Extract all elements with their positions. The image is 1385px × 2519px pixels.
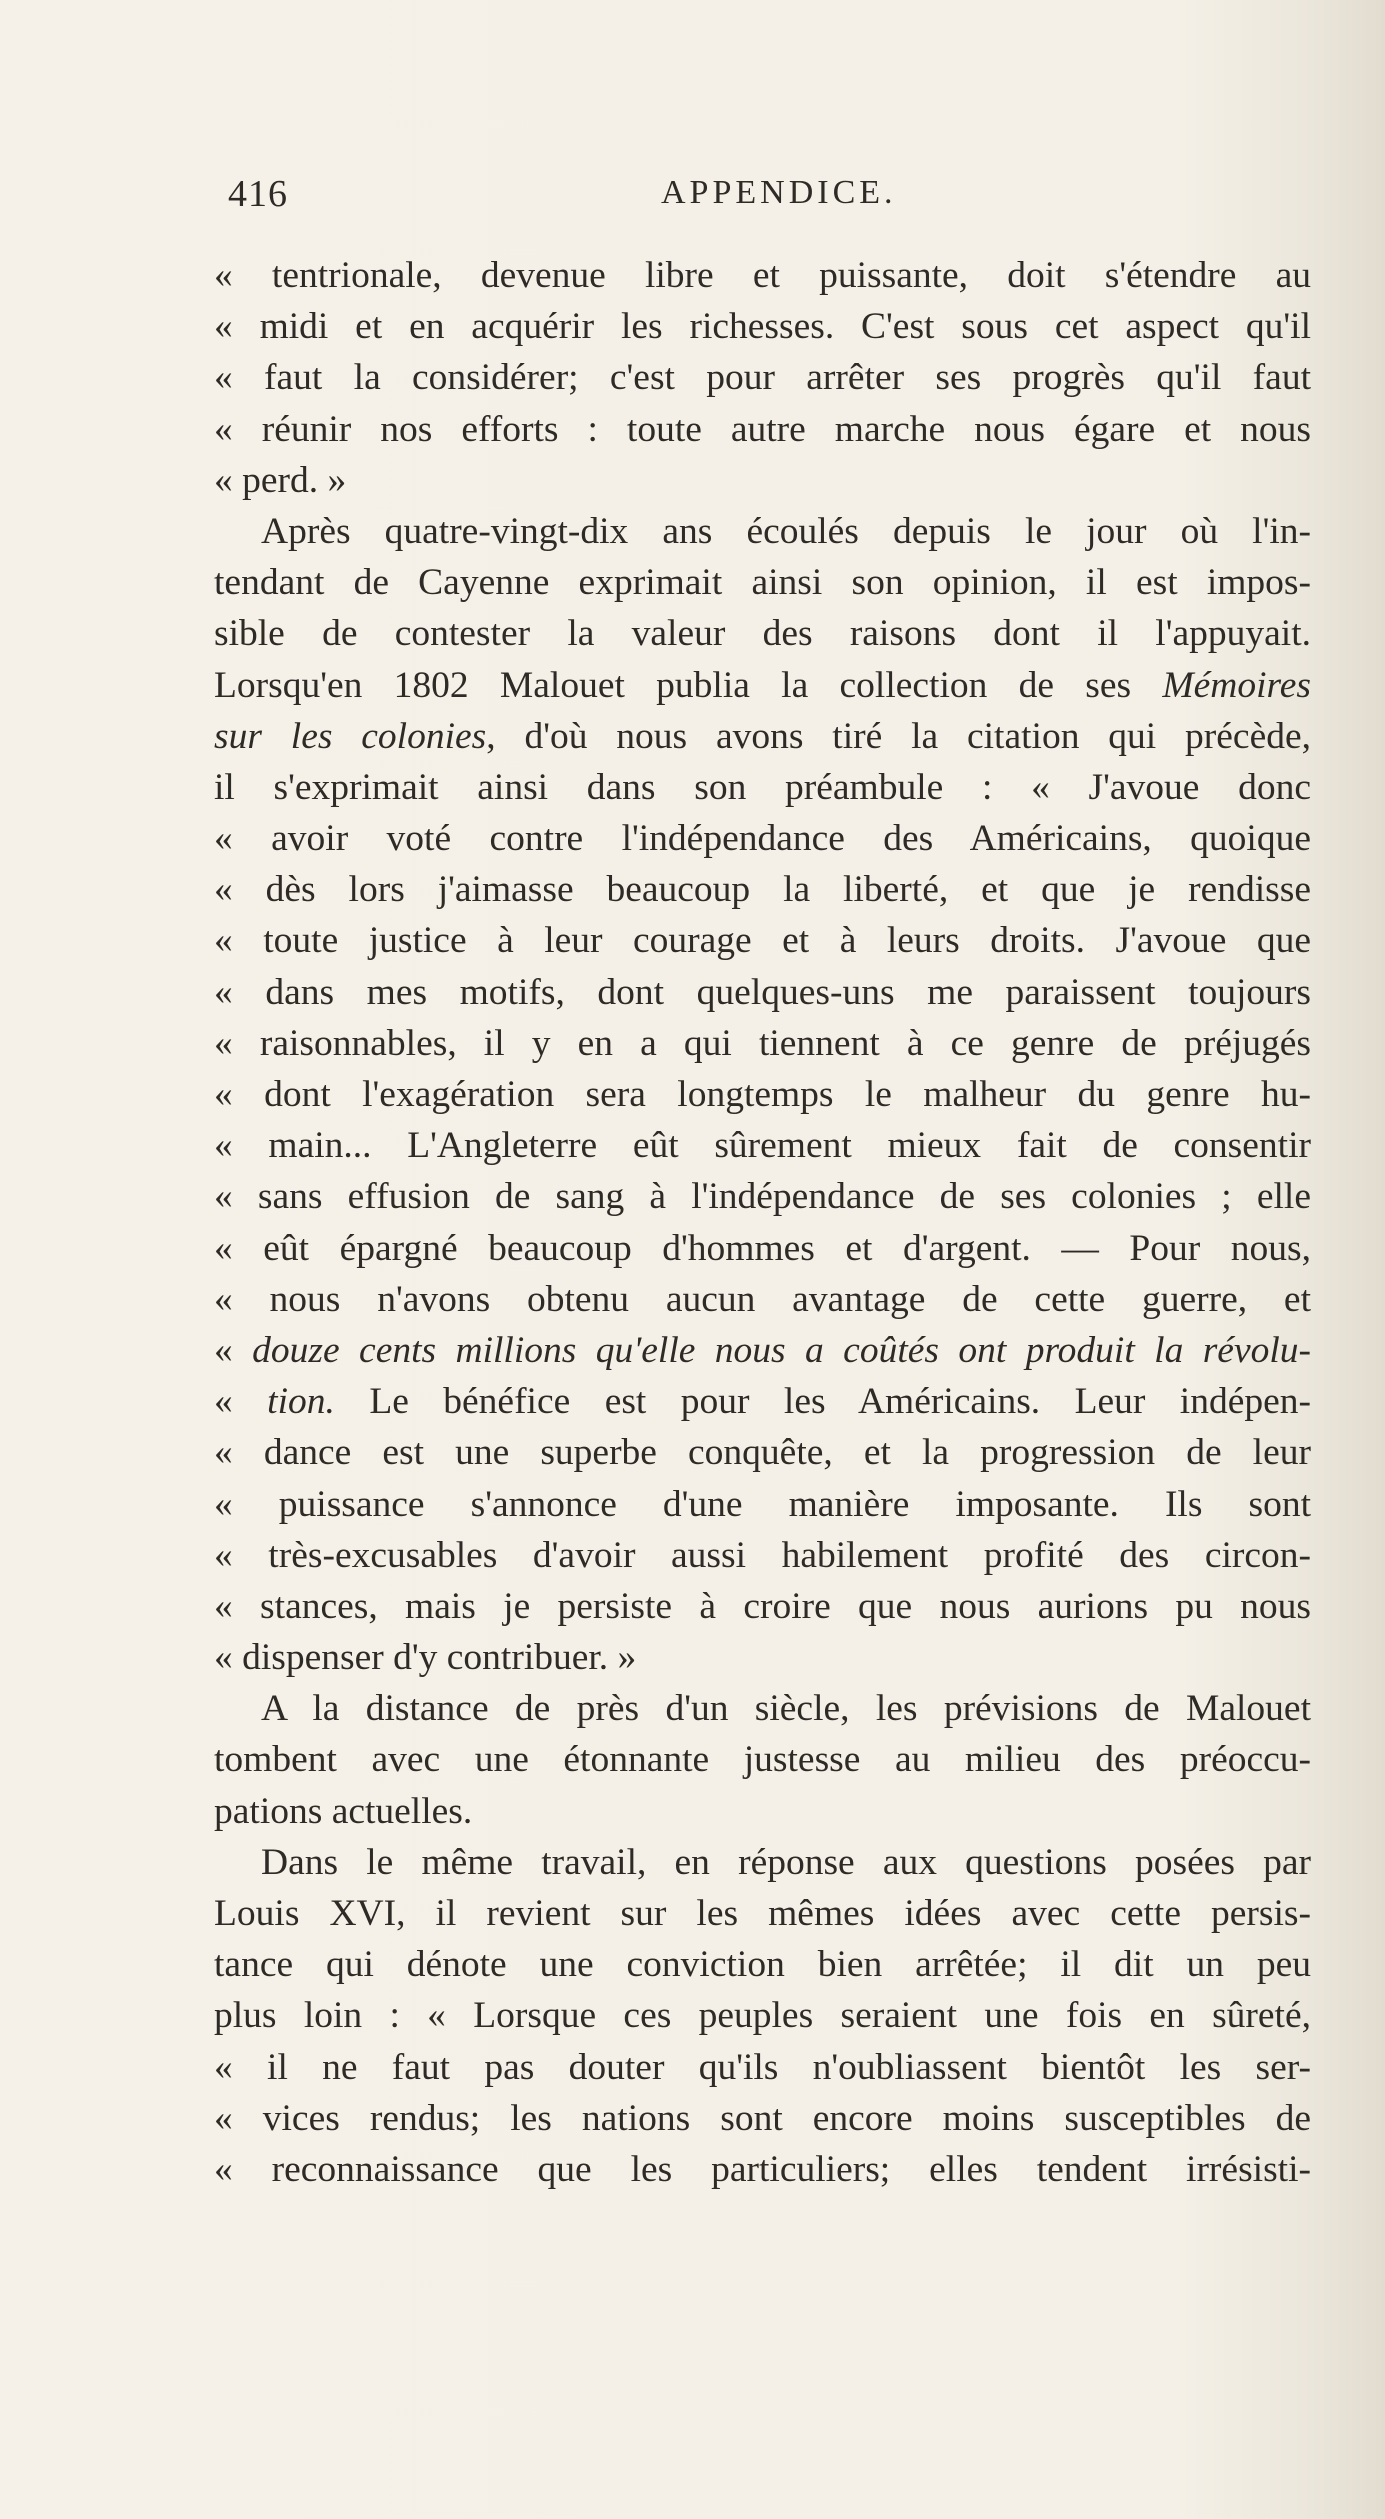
text-line: « dont l'exagération sera longtemps le malheur du genre hu- [214, 1074, 1311, 1115]
text-line: Lorsqu'en 1802 Malouet publia la collection de ses Mémoires [214, 664, 1311, 706]
text-line: Après quatre-vingt-dix ans écoulés depuis le jour où l'in- [261, 510, 1311, 552]
text-line: « toute justice à leur courage et à leurs droits. J'avoue que [214, 920, 1311, 962]
text-line: « midi et en acquérir les richesses. C'est sous cet aspect qu'il [214, 306, 1311, 348]
text-line: « dispenser d'y contribuer. » [214, 1637, 637, 1679]
text-line: « reconnaissance que les particuliers; elles tendent irrésisti- [214, 2148, 1311, 2190]
text-line: « sans effusion de sang à l'indépendance de ses colonies ; elle [214, 1176, 1311, 1218]
page-number: 416 [228, 173, 288, 215]
text-line: tendant de Cayenne exprimait ainsi son opinion, il est impos- [214, 562, 1311, 604]
text-line: « nous n'avons obtenu aucun avantage de cette guerre, et [214, 1278, 1311, 1320]
text-line: « il ne faut pas douter qu'ils n'oubliassent bientôt les ser- [214, 2046, 1311, 2088]
text-line: « dans mes motifs, dont quelques-uns me paraissent toujours [214, 971, 1311, 1013]
text-line: A la distance de près d'un siècle, les prévisions de Malouet [261, 1688, 1311, 1730]
body-text [214, 250, 1311, 2195]
running-title: APPENDICE. [661, 174, 897, 211]
text-line: « avoir voté contre l'indépendance des Américains, quoique [214, 818, 1311, 860]
text-line: « tion. Le bénéfice est pour les Américains. Leur indépen- [214, 1381, 1311, 1423]
text-line: « dès lors j'aimasse beaucoup la liberté, et que je rendisse [214, 869, 1311, 911]
text-line: « perd. » [214, 459, 347, 501]
text-line: « stances, mais je persiste à croire que nous aurions pu nous [214, 1585, 1311, 1627]
text-line: « très-excusables d'avoir aussi habilement profité des circon- [214, 1534, 1311, 1576]
text-line: tance qui dénote une conviction bien arrêtée; il dit un peu [214, 1944, 1311, 1986]
text-line: « main... L'Angleterre eût sûrement mieux fait de consentir [214, 1125, 1311, 1167]
text-line: « vices rendus; les nations sont encore moins susceptibles de [214, 2097, 1311, 2139]
text-line: il s'exprimait ainsi dans son préambule : « J'avoue donc [214, 766, 1311, 808]
running-head [228, 172, 1318, 232]
text-line: sible de contester la valeur des raisons dont il l'appuyait. [214, 613, 1311, 655]
text-line: « puissance s'annonce d'une manière imposante. Ils sont [214, 1483, 1311, 1525]
text-line: Dans le même travail, en réponse aux questions posées par [261, 1841, 1311, 1883]
text-line: « faut la considérer; c'est pour arrêter ses progrès qu'il faut [214, 357, 1311, 399]
text-line: « douze cents millions qu'elle nous a coûtés ont produit la révolu- [214, 1329, 1311, 1371]
text-line: « raisonnables, il y en a qui tiennent à ce genre de préjugés [214, 1022, 1311, 1064]
text-line: plus loin : « Lorsque ces peuples seraient une fois en sûreté, [214, 1995, 1311, 2037]
text-line: pations actuelles. [214, 1790, 473, 1832]
text-line: « eût épargné beaucoup d'hommes et d'argent. — Pour nous, [214, 1227, 1311, 1269]
text-line: sur les colonies, d'où nous avons tiré la citation qui précède, [214, 715, 1311, 757]
text-line: « tentrionale, devenue libre et puissante, doit s'étendre au [214, 255, 1311, 296]
text-line: tombent avec une étonnante justesse au milieu des préoccu- [214, 1739, 1311, 1781]
text-line: « dance est une superbe conquête, et la progression de leur [214, 1432, 1311, 1474]
text-line: « réunir nos efforts : toute autre marche nous égare et nous [214, 408, 1311, 450]
text-line: Louis XVI, il revient sur les mêmes idées avec cette persis- [214, 1893, 1311, 1934]
